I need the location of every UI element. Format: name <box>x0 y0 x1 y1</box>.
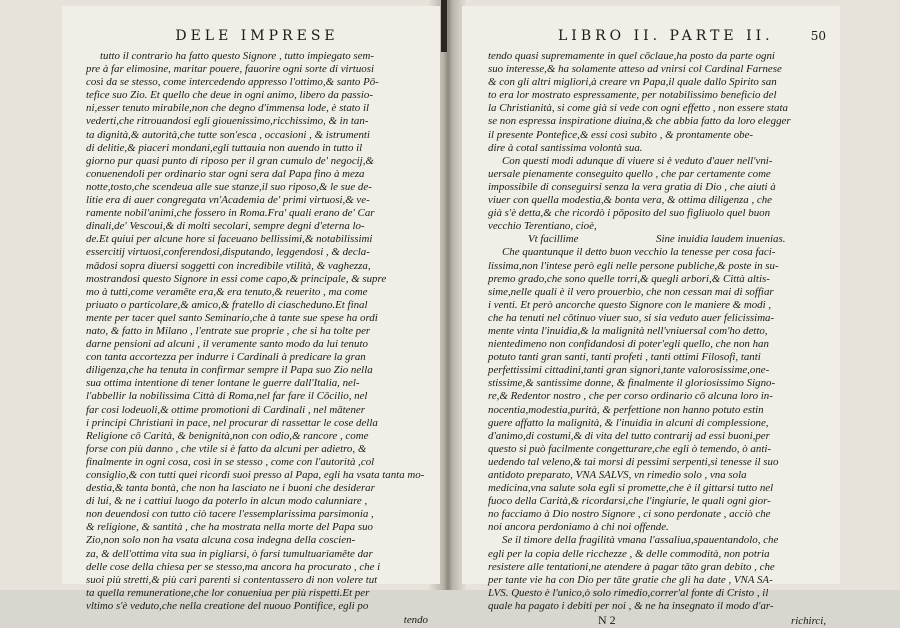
text-line: nato, & fatto in Milano , l'entrate sue proprie , che si ha tolte per <box>86 324 371 337</box>
text-line: potuto tanti gran santi, tanti profeti , tanti ottimi Filosofi, tanti <box>488 351 761 364</box>
text-line: Con questi modi adunque di viuere si è veduto d'auer nell'vni- <box>502 154 773 167</box>
text-line: fuoco della Carità,& ricordarsi,che l'ingiurie, le quali ogni gior- <box>488 495 771 508</box>
text-line: nocentia,modestia,purità, & perfettione non hanno potuto estin <box>488 403 764 416</box>
text-line: tendo quasi supremamente in quel cōclaue,ha posto da parte ogni <box>488 50 775 62</box>
text-line: ta dignità,& autorità,che tutte son'esca , occasioni , & istrumenti <box>86 128 370 141</box>
text-line: forse con più danno , che vtile si è fatto da alcuni per adietro, & <box>86 442 367 455</box>
text-line: delle cose della chiesa per se stesso,ma ancora ha procurato , che i <box>86 560 381 573</box>
page-number: 50 <box>810 29 826 43</box>
text-line: viuer con quella modestia,& bonta vera, & ottima diligenza , che <box>488 194 773 207</box>
text-line: suo interesse,& ha solamente atteso ad vnirsi col Cardinal Farnese <box>488 63 782 76</box>
text-line: mostrandosi questo Signore in essi come capo,& principale, & supre <box>86 272 387 285</box>
text-line: quale ha pagato i debiti per noi , & ne ha insegnato il modo d'ar- <box>488 599 774 612</box>
text-line: impossibile di conseguirsi senza la vera gratia di Dio , che aiuti à <box>488 180 776 193</box>
text-line: LVS. Questo è l'unico,ò solo rimedio,correr'al fonte di Cristo , il <box>488 586 769 599</box>
text-line: uedendo tal veleno,& tai morsi di pessimi serpenti,si tenesse il suo <box>488 455 779 468</box>
text-line: che ha tenuti nel cōtinuo viuer suo, si sia veduto auer felicissima- <box>488 311 775 324</box>
text-line: giorno pur quasi punto di riposo per il gran cumulo de' negocij,& <box>86 154 374 167</box>
text-line: Religione cō Carità, & benignità,non con odio,& rancore , come <box>86 429 369 442</box>
paragraph-3 <box>488 246 826 534</box>
text-line: to era lor mostrato espressamente, per notabilissimo beneficio del <box>488 89 777 102</box>
text-line: vederti,che ritrouandosi egli giouenissimo,ricchissimo, & in tan- <box>86 115 369 128</box>
text-line: non deuendosi con tutto ciò tacere l'essemplarissima parsimonia , <box>86 508 374 521</box>
text-line: perfettissimi cittadini,tanti gran signori,tante valorosissime,one- <box>488 364 770 377</box>
text-line: & con gli altri migliori,à creare vn Papa,il quale dallo Spirito san <box>488 76 777 89</box>
text-line: ni,esser tenuto mirabile,non che degno d'immensa lode, è stato il <box>86 102 370 115</box>
text-line: no facciamo à Dio nostro Signore , ci sono perdonate , acciò che <box>488 508 771 521</box>
text-line: tefice suo Zio. Et quello che deue in ogni animo, libero da passio- <box>86 89 373 102</box>
text-line: suoi più stretti,& più cari parenti si contentassero di non volere tut <box>86 573 378 586</box>
text-line: tutto il contrario ha fatto questo Signore , tutto impiegato sem- <box>100 50 374 62</box>
text-line: darne pensioni ad alcuni , il veramente santo modo da lui tenuto <box>86 338 368 351</box>
text-line: l'abbellir la nobilissima Città di Roma,nel far fare il Cōcilio, nel <box>86 390 368 403</box>
text-line: Se il timore della fragilità vmana l'assaliua,spauentandolo, che <box>502 534 779 547</box>
text-line: mo à tutti,come veramēte era,& era tenuto,& reuerito , ma come <box>86 285 368 298</box>
right-page <box>462 6 840 628</box>
text-line: sua ottima intentione di tener lontane le guerre dall'Italia, nel- <box>86 377 360 390</box>
text-line: nientedimeno non confidandosi di poter'egli quello, che non han <box>488 338 769 351</box>
paragraph-2 <box>488 155 826 234</box>
text-line: za, & dell'ottima vita sua in pigliarsi, ò farsi tumultuariamēte dar <box>86 547 373 560</box>
text-line: litie era di auer congregata vn'Academia de' primi virtuosi,& ve- <box>86 194 370 207</box>
text-line: per tante vie ha con Dio per tāte gratie che gli ha date , VNA SA- <box>488 573 773 586</box>
text-line: far cosi lodeuoli,& ottime promotioni di Cardinali , nel mātener <box>86 403 366 416</box>
text-line: se non espressa inspiratione diuina,& che abbia fatto da loro elegger <box>488 115 791 128</box>
right-running-head <box>488 28 826 46</box>
text-line: con tanta accortezza per indurre i Cardinali à predicare la gran <box>86 351 366 364</box>
signature-mark: N 2 <box>598 613 616 628</box>
text-line: mente vinta l'inuidia,& la malignità nell'vniuersal com'ho detto, <box>488 324 768 337</box>
right-catchword: richirci, <box>791 615 826 628</box>
text-line: & religione, & santità , che ha mostrata nella morte del Papa suo <box>86 521 373 534</box>
text-line: i principi Christiani in pace, nel procurar di rassettar le cose della <box>86 416 378 429</box>
text-line: priuato o particolare,& amico,& fratello di ciascheduno.Et final <box>86 298 368 311</box>
left-catchword: tendo <box>403 614 428 627</box>
text-line: resistere alle tentationi,ne atendere à pagar tāto gran debito , che <box>488 560 775 573</box>
text-line: consiglio,& con tutti quei ricordi suoi presso al Papa, egli ha vsata tanta mo- <box>86 469 425 481</box>
text-line: Che quantunque il detto buon vecchio la tenesse per cosa faci- <box>502 246 776 259</box>
text-line: notte,tosto,che scendeua alle sue stanze,il suo riposo,& le sue de- <box>86 180 372 193</box>
text-line: destia,& tanta bontà, che non ha lasciato ne i buoni che desiderar <box>86 482 375 495</box>
text-line: premo grado,che sono quelle torri,& quegli arbori,& Città altis- <box>488 272 770 285</box>
right-footer <box>488 613 826 628</box>
text-line: il presente Pontefice,& essi così subito , & prontamente obe- <box>488 128 754 141</box>
text-line: re,& Redentor nostro , che per corso ordinario cō alcuna loro in- <box>488 390 773 403</box>
text-line: guere affatto la malignità, & l'inuidia in alcuni di complessione, <box>488 416 769 429</box>
text-line: di delitie,& piaceri mondani,egli tuttauia non auendo in tutto il <box>86 141 363 154</box>
text-line: finalmente in ogni cosa, così in se stesso , come con l'autorità ,col <box>86 455 375 468</box>
text-line: mādosi sopra diuersi soggetti con incredibile vtilità, & vaghezza, <box>86 259 371 272</box>
text-line: vltimo s'è veduto,che nella creatione del nuouo Pontifice, egli po <box>86 599 369 612</box>
text-line: medicina,vna salute sola egli si promette,che è il gittarsi tutto nel <box>488 482 774 495</box>
text-line: già s'è detta,& che ricordò i pōposito del suo figliuolo quel buon <box>488 207 771 220</box>
text-line: de.Et quiui per alcune hore si faceuano bellissimi,& notabilissimi <box>86 233 373 246</box>
text-line: così da se stesso, come intercedendo appresso l'ottimo,& santo Pō- <box>86 76 379 89</box>
text-line: sime,nelle quali è il vero prouerbio, che non cessan mai di soffiar <box>488 285 774 298</box>
motto-right: Sine inuidia laudem inuenias. <box>656 233 786 246</box>
left-running-head-title: DELE IMPRESE <box>175 28 339 44</box>
text-line: diligenza,che ha tenuta in confirmar sempre il Papa suo Zio nella <box>86 364 373 377</box>
text-line: pre à far elimosine, maritar pouere, fauorire ogni sorte di virtuosi <box>86 63 374 76</box>
text-line: noi ancora perdoniamo à chi noi offende. <box>488 521 669 534</box>
motto-left: Vt facillime <box>528 233 579 246</box>
left-page-body <box>86 50 428 613</box>
latin-motto <box>488 233 826 246</box>
text-line: egli per la copia delle ricchezze , & delle commodità, non potria <box>488 547 770 560</box>
text-line: ta quella remuneratione,che lor conueniua per più rispetti.Et per <box>86 586 370 599</box>
text-line: lissima,non l'intese però egli nelle persone publiche,& poste in su- <box>488 259 779 272</box>
text-line: di lui, & ne i cattiui luogo da poterlo in alcun modo calunniare , <box>86 495 368 508</box>
text-line: uersale pienamente conseguito quello , che par certamente come <box>488 167 771 180</box>
text-line: dinali,de' Vescoui,& di molti secolari, sempre degni d'eterna lo- <box>86 220 365 233</box>
text-line: d'animo,di costumi,& di vita del tutto contrarij ad essi buoni,per <box>488 429 770 442</box>
text-line: mente per tacer quel santo Seminario,che à tante sue spese ha ordi <box>86 311 378 324</box>
left-page <box>62 6 440 627</box>
text-line: dire à cotal santissima volontà sua. <box>488 141 643 154</box>
text-line: antidoto preparato, VNA SALVS, vn rimedio solo , vna sola <box>488 469 747 481</box>
text-line: essercitij virtuosi,conferendosi,disputando, leggendosi , & decla- <box>86 246 370 259</box>
text-line: ramente nobil'animi,che fossero in Roma.Fra' quali erano de' Car <box>86 207 375 220</box>
bookmark-ribbon <box>441 0 447 52</box>
paragraph-4 <box>488 534 826 613</box>
right-running-head-title: LIBRO II. PARTE II. <box>558 28 774 44</box>
right-page-body <box>488 50 826 613</box>
text-line: vecchio Terentiano, cioè, <box>488 220 597 233</box>
text-line: questo si può facilmente congetturare,che egli ò temendo, ò anti- <box>488 442 771 455</box>
text-line: i venti. Et però ancorche questo Signore con le maniere & modi , <box>488 298 772 311</box>
paragraph-1 <box>488 50 826 155</box>
text-line: la Christianità, si come già si vede con ogni effetto , non essere stata <box>488 102 788 115</box>
left-running-head <box>86 28 428 46</box>
text-line: Zio,non solo non ha vsata alcuna cosa indegna della coscien- <box>86 534 356 547</box>
text-line: conuenendoli per ordinario star ogni sera dal Papa fino à meza <box>86 167 365 180</box>
text-line: stissime,& santissime donne, & finalmente il gloriosissimo Signo- <box>488 377 776 390</box>
